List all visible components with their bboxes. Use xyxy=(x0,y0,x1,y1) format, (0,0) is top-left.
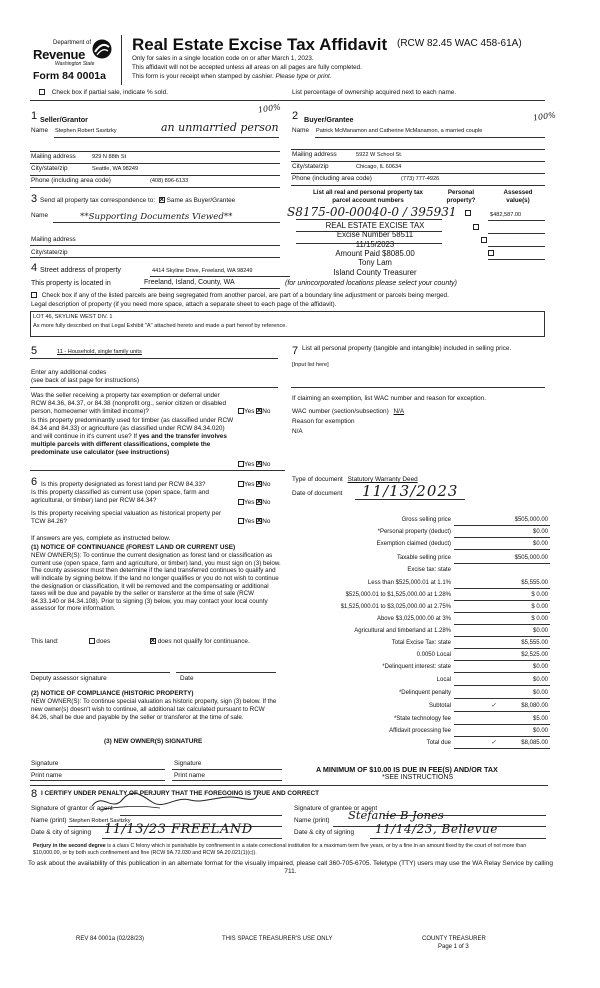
seller-percent: 100% xyxy=(257,102,282,115)
personal-property-checkbox-3[interactable] xyxy=(481,237,487,243)
section-1-number: 1 xyxy=(31,110,38,122)
tax-row: Subtotal ✓ $8,080.00 xyxy=(300,703,550,713)
certify-statement: I CERTIFY UNDER PENALTY OF PERJURY THAT THE FOREGOING IS TRUE AND CORRECT xyxy=(41,790,320,797)
partial-sale-checkbox[interactable] xyxy=(39,89,45,95)
section-6-number: 6 xyxy=(31,476,38,488)
seller-heading: Seller/Grantor xyxy=(40,115,88,124)
section-6-q3: Is this property receiving special valuation as historical property per TCW 84.26? xyxy=(31,510,222,525)
seller-name-handwritten: an unmarried person xyxy=(161,121,279,134)
segregated-checkbox[interactable] xyxy=(31,292,37,298)
grantee-date-label: Date & city of signing xyxy=(294,829,355,836)
personal-property-input[interactable]: [Input list here] xyxy=(292,362,329,368)
tax-row: Gross selling price $505,000.00 xyxy=(300,517,550,527)
personal-property-header: Personal property? xyxy=(446,189,476,204)
stamp-line-6: Island County Treasurer xyxy=(333,267,417,277)
subtitle-3: This form is your receipt when stamped by cashier. Please type or print. xyxy=(132,73,332,80)
stamp-line-4: Amount Paid $8085.00 xyxy=(335,249,415,259)
deputy-signature-label: Deputy assessor signature xyxy=(31,675,107,682)
grantee-name-value: Stefanie B Jones xyxy=(348,808,444,822)
subtotal-checkmark-icon: ✓ xyxy=(490,702,496,709)
street-address-label: Street address of property xyxy=(40,267,121,274)
revenue-label: Revenue xyxy=(33,47,86,62)
located-value: Freeland, Island, County, WA xyxy=(144,279,235,286)
form-revision: REV 84 0001a (02/28/23) xyxy=(76,936,145,942)
section-6-q1: Is this property designated as forest land per RCW 84.33? xyxy=(41,481,206,488)
new-owner-signature-heading: (3) NEW OWNER(S) SIGNATURE xyxy=(104,738,203,745)
notice-2-title: (2) NOTICE OF COMPLIANCE (HISTORIC PROPERTY) xyxy=(31,690,194,697)
grantor-name-label: Name (print) xyxy=(31,817,67,824)
form-number: Form 84 0001a xyxy=(33,70,106,82)
buyer-name-label: Name xyxy=(292,127,310,134)
tax-row: Exemption claimed (deduct) $0.00 xyxy=(300,541,550,551)
minimum-fee-notice: A MINIMUM OF $10.00 IS DUE IN FEE(S) AND/OR TAX xyxy=(316,765,498,774)
buyer-mailing-label: Mailing address xyxy=(292,151,337,158)
use-code-value: 11 - Household, single family units xyxy=(57,349,142,355)
tax-row: Taxable selling price $505,000.00 xyxy=(300,555,550,565)
dept-label: Department of xyxy=(53,40,92,46)
personal-property-label: List all personal property (tangible and intangible) included in selling price. xyxy=(302,345,512,352)
tax-row: Total due ✓ $8,085.00 xyxy=(300,740,550,750)
tax-row: Total Excise Tax: state $5,555.00 xyxy=(300,640,550,650)
grantee-name-label: Name (print) xyxy=(294,817,330,824)
section-5-q2: Is this property predominantly used for timber (as classified under RCW 84.34 and 84.33) or agriculture (as classified under RCW 84.34.020) and will continue in it's current use? If yes and the transfer involves multiple parcels with different classifications, complete the predominate use calculator (see instructions) xyxy=(31,417,234,456)
availability-notice: To ask about the availability of this publication in an alternate format for the visually impaired, please call 360-705-6705. Teletype (TTY) users may use the WA Relay Service by calling 711. xyxy=(28,860,553,876)
tax-row: 0.0050 Local $2,525.00 xyxy=(300,652,550,662)
form-title: Real Estate Excise Tax Affidavit xyxy=(132,35,388,54)
tax-row: *Personal property (deduct) $0.00 xyxy=(300,529,550,539)
historic-yes-checkbox[interactable] xyxy=(238,518,244,524)
total-checkmark-icon: ✓ xyxy=(490,739,496,746)
section-6-q1-answer: Yes × No xyxy=(238,481,270,489)
notice-1-body: NEW OWNER(S): To continue the current designation as forest land or classification as current use (open space, farm and agriculture, or timber) land, you must sign on (3) below. The county assessor must then determine if the land transferred continues to qualify and will indicate by signing below. If the land no longer qualifies or you do not wish to continue the designation or classification, it will be removed and the compensating or additional taxes will be due and payable by the seller or transferor at the time of sale (RCW 84.33.140 or 84.34.108). Prior to signing (3) below, you may contact your local county assessor for more information. xyxy=(31,552,281,613)
partial-sale-row: Check box if partial sale, indicate % sold. xyxy=(39,89,168,97)
additional-codes-label: Enter any additional codes xyxy=(31,369,107,376)
tax-row: $525,000.01 to $1,525,000.00 at 1.28% $ 0.00 xyxy=(300,592,550,602)
q2-no-checkbox[interactable] xyxy=(256,461,262,467)
section-6-q2-answer: Yes × No xyxy=(238,499,270,507)
personal-property-checkbox-4[interactable] xyxy=(488,250,494,256)
grantee-sig-label: Signature of grantee or agent xyxy=(294,805,378,812)
tax-row: $1,525,000.01 to $3,025,000.00 at 2.75% $ 0.00 xyxy=(300,604,550,614)
section-5-q1: Was the seller receiving a property tax exemption or deferral under RCW 84.36, 84.37, or 84.38 (nonprofit org., senior citizen or disabled person, homeowner with limited income)? xyxy=(31,392,227,415)
page-number: Page 1 of 3 xyxy=(438,944,469,950)
see-instructions: *SEE INSTRUCTIONS xyxy=(382,774,454,781)
section-2-number: 2 xyxy=(292,110,299,122)
buyer-city-value: Chicago, IL 60634 xyxy=(356,164,402,170)
rcw-reference: (RCW 82.45 WAC 458-61A) xyxy=(397,38,522,49)
segregated-row: Check box if any of the listed parcels are being segregated from another parcel, are part of a boundary line adjustment or parcels being merged. xyxy=(31,292,551,300)
located-label: This property is located in xyxy=(31,280,111,287)
exemption-reason-value: N/A xyxy=(292,428,303,435)
stamp-line-5: Tony Lam xyxy=(358,258,392,268)
doc-date-label: Date of document xyxy=(292,490,343,497)
doc-type-row: Type of document Statutory Warranty Deed xyxy=(292,476,418,483)
seller-name-typed: Stephen Robert Savitzky xyxy=(55,128,117,134)
legal-description-box[interactable] xyxy=(30,311,545,337)
section-6-q2: Is this property classified as current use (open space, farm and agricultural, or timber) land per RCW 84.34? xyxy=(31,489,209,504)
assessed-header: Assessed value(s) xyxy=(503,189,533,204)
section-3-name-label: Name xyxy=(31,212,49,219)
deputy-date-label: Date xyxy=(180,675,194,682)
personal-property-checkbox-2[interactable] xyxy=(473,224,479,230)
treasurer-stamp xyxy=(310,221,440,277)
ownership-note: List percentage of ownership acquired next to each name. xyxy=(292,89,457,96)
additional-codes-note: (see back of last page for instructions) xyxy=(31,377,139,384)
section-5-number: 5 xyxy=(31,345,38,357)
seller-mailing-label: Mailing address xyxy=(31,153,76,160)
does-not-qualify-checkbox[interactable] xyxy=(150,638,156,644)
personal-property-checkbox-1[interactable] xyxy=(465,210,471,216)
buyer-phone-label: Phone (including area code) xyxy=(292,175,372,182)
stamp-line-1: REAL ESTATE EXCISE TAX xyxy=(325,221,425,230)
buyer-name-value: Patrick McManamon and Catherine McManamon, a married couple xyxy=(316,128,483,134)
street-address-value: 4414 Skyline Drive, Freeland, WA 98249 xyxy=(152,268,253,274)
section-5-q1-answer: Yes × No xyxy=(238,408,270,416)
buyer-city-label: City/state/zip xyxy=(292,163,329,170)
tax-row: Affidavit processing fee $0.00 xyxy=(300,728,550,738)
legal-desc-label: Legal description of property (if you need more space, attach a separate sheet to each page of the affidavit). xyxy=(31,301,337,308)
notice-1-title: (1) NOTICE OF CONTINUANCE (FOREST LAND OR CURRENT USE) xyxy=(31,544,236,551)
tax-row: Agricultural and timberland at 1.28% $0.00 xyxy=(300,628,550,638)
q1-no-checkbox[interactable] xyxy=(256,408,262,414)
section-3-mailing-label: Mailing address xyxy=(31,236,76,243)
wac-row: WAC number (section/subsection) N/A xyxy=(292,408,405,415)
print-name-label-1: Print name xyxy=(31,772,62,779)
section-4-number: 4 xyxy=(31,262,38,274)
seller-phone-label: Phone (including area code) xyxy=(31,177,111,184)
tax-row: *Delinquent interest: state $0.00 xyxy=(300,664,550,674)
section-3-row: Send all property tax correspondence to: × Same as Buyer/Grantee xyxy=(40,197,235,205)
buyer-heading: Buyer/Grantee xyxy=(304,115,354,124)
stamp-line-2: Excise Number 58511 xyxy=(336,230,414,240)
doc-date-value: 11/13/2023 xyxy=(362,482,459,500)
subtitle-1: Only for sales in a single location code on or after March 1, 2023. xyxy=(132,55,314,62)
section-3-number: 3 xyxy=(31,193,38,205)
section-7-number: 7 xyxy=(292,345,299,357)
tax-row: Above $3,025,000.00 at 3% $ 0.00 xyxy=(300,616,550,626)
exemption-label: If claiming an exemption, list WAC number and reason for exception. xyxy=(292,395,487,402)
q1-yes-checkbox[interactable] xyxy=(238,408,244,414)
unincorporated-note: (for unincorporated locations please select your county) xyxy=(285,280,457,287)
buyer-percent: 100% xyxy=(532,110,557,123)
tax-row: Excise tax: state xyxy=(407,567,451,573)
grantor-name-value: Stephen Robert Savitzky xyxy=(69,818,131,824)
assessed-value: $482,587.00 xyxy=(490,212,522,218)
does-qualify-checkbox[interactable] xyxy=(89,638,95,644)
current-use-yes-checkbox[interactable] xyxy=(238,499,244,505)
forest-yes-checkbox[interactable] xyxy=(238,481,244,487)
buyer-phone-value: (773) 777-4926 xyxy=(401,176,440,182)
this-land-row: This land: does × does not qualify for continuance. xyxy=(31,638,281,646)
q2-yes-checkbox[interactable] xyxy=(238,461,244,467)
logo-swirl-icon xyxy=(91,38,113,60)
seller-name-label: Name xyxy=(31,127,49,134)
county-treasurer-label: COUNTY TREASURER xyxy=(422,936,486,942)
tax-row: Less than $525,000.01 at 1.1% $5,555.00 xyxy=(300,580,550,590)
section-3-name-value: **Supporting Documents Viewed** xyxy=(80,212,233,222)
state-label: Washington State xyxy=(55,61,95,67)
legal-line-2: As more fully described on that Legal Exhibit "A" attached hereto and made a part hereof by reference. xyxy=(33,323,287,329)
buyer-mailing-value: 5922 W School St. xyxy=(356,152,403,158)
section-8-number: 8 xyxy=(31,788,38,800)
current-use-no-checkbox[interactable] xyxy=(256,499,262,505)
signature-label-2: Signature xyxy=(174,760,202,767)
section-6-q3-answer: Yes × No xyxy=(238,518,270,526)
legal-line-1: LOT 46, SKYLINE WEST DIV. 1 xyxy=(33,314,113,320)
seller-city-label: City/state/zip xyxy=(31,165,68,172)
grantor-sig-label: Signature of grantor or agent xyxy=(31,805,113,812)
subtitle-2: This affidavit will not be accepted unless all areas on all pages are fully completed. xyxy=(132,64,362,71)
section-3-city-label: City/state/zip xyxy=(31,249,68,256)
if-yes-instructions: If answers are yes, complete as instructed below. xyxy=(31,535,171,542)
parcel-number-handwritten: S8175-00-00040-0 / 395931 xyxy=(287,205,457,219)
forest-no-checkbox[interactable] xyxy=(256,481,262,487)
grantee-date-value: 11/14/23, Bellevue xyxy=(375,822,498,836)
tax-row: *Delinquent penalty $0.00 xyxy=(300,690,550,700)
signature-label-1: Signature xyxy=(31,760,59,767)
exemption-reason-label: Reason for exemption xyxy=(292,418,355,425)
grantor-signature xyxy=(90,790,260,816)
print-name-label-2: Print name xyxy=(174,772,205,779)
tax-row: *State technology fee $5.00 xyxy=(300,716,550,726)
seller-city-value: Seattle, WA 98249 xyxy=(92,166,139,172)
same-as-buyer-checkbox[interactable] xyxy=(159,197,165,203)
seller-phone-value: (408) 896-6133 xyxy=(150,178,189,184)
historic-no-checkbox[interactable] xyxy=(256,518,262,524)
grantor-date-label: Date & city of signing xyxy=(31,829,92,836)
section-5-q2-answer: Yes × No xyxy=(238,461,270,469)
perjury-notice: Perjury in the second degree is a class C felony which is punishable by confinement in a state correctional institution for a maximum term five years, or by a fine in an amount fixed by the court of not more than $10,000.00, or by both such confinement and fine (RCW 9A.72.030 and RCW 9A.20.021(1)(c)). xyxy=(33,843,527,856)
stamp-line-3: 11/15/2023 xyxy=(355,239,395,249)
treasurer-use-label: THIS SPACE TREASURER'S USE ONLY xyxy=(222,936,333,942)
grantor-date-value: 11/13/23 FREELAND xyxy=(104,822,253,837)
tax-row: Local $0.00 xyxy=(300,677,550,687)
notice-2-body: NEW OWNER(S): To continue special valuation as historic property, sign (3) below. If the new owner(s) doesn't wish to continue, all additional tax calculated pursuant to RCW 84.26, shall be due and payable by the seller or transferor at the time of sale. xyxy=(31,698,277,721)
seller-mailing-value: 929 N 88th St xyxy=(92,154,127,160)
parcels-header: List all real and personal property tax parcel account numbers xyxy=(312,189,424,204)
